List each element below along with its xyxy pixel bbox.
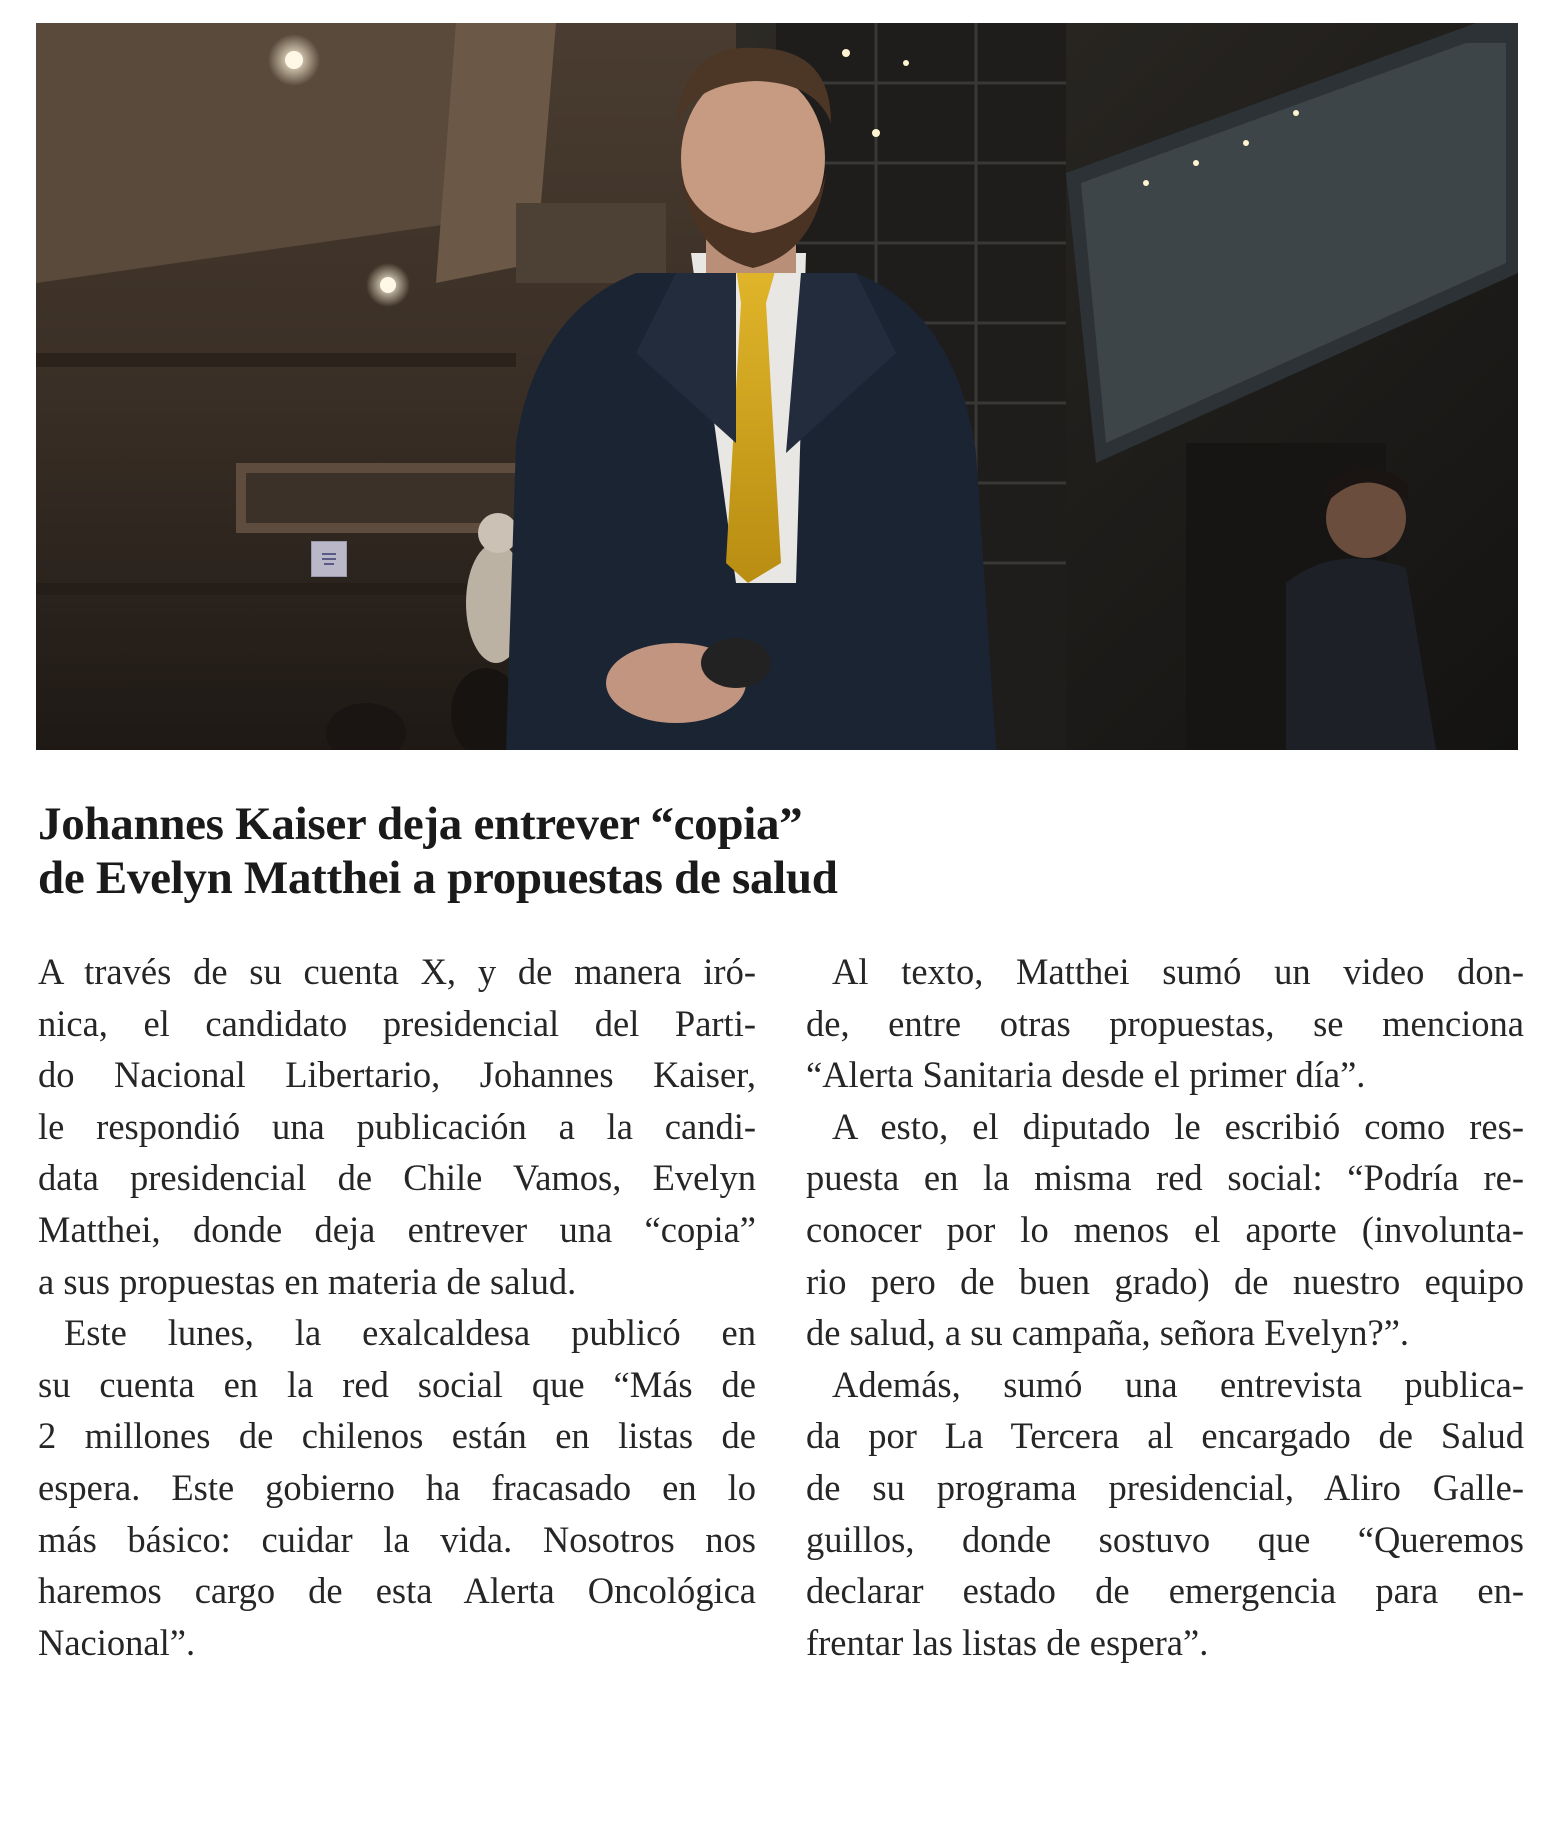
body-line: da por La Tercera al encargado de Salud [806, 1415, 1524, 1457]
document-icon[interactable] [311, 541, 347, 577]
article-headline [38, 797, 1238, 905]
body-line: 2 millones de chilenos están en listas de [38, 1415, 756, 1457]
body-line: do Nacional Libertario, Johannes Kaiser, [38, 1054, 756, 1096]
body-line: A través de su cuenta X, y de manera iró- [38, 951, 756, 992]
body-line: puesta en la misma red social: “Podría re- [806, 1157, 1524, 1199]
body-line: Este lunes, la exalcaldesa publicó en [64, 1312, 756, 1354]
body-line: Además, sumó una entrevista publica- [832, 1363, 1524, 1405]
body-line: le respondió una publicación a la candi- [38, 1105, 756, 1147]
body-line: de su programa presidencial, Aliro Galle- [806, 1466, 1524, 1508]
body-line: “Alerta Sanitaria desde el primer día”. [806, 1054, 1366, 1096]
body-line: más básico: cuidar la vida. Nosotros nos [38, 1518, 756, 1560]
body-line: conocer por lo menos el aporte (involunta- [806, 1208, 1524, 1250]
body-line: de, entre otras propuestas, se menciona [806, 1002, 1524, 1044]
body-line: de salud, a su campaña, señora Evelyn?”. [806, 1312, 1410, 1354]
body-line: Al texto, Matthei sumó un video don- [832, 951, 1524, 992]
body-line: data presidencial de Chile Vamos, Evelyn [38, 1157, 756, 1199]
body-line: su cuenta en la red social que “Más de [38, 1363, 756, 1405]
body-line: a sus propuestas en materia de salud. [38, 1260, 577, 1302]
body-column-right [806, 946, 1524, 1668]
body-line: declarar estado de emergencia para en- [806, 1570, 1524, 1612]
body-line: haremos cargo de esta Alerta Oncológica [38, 1570, 756, 1612]
headline-line-2: de Evelyn Matthei a propuestas de salud [38, 852, 838, 904]
body-line: A esto, el diputado le escribió como res- [832, 1105, 1524, 1147]
headline-line-1: Johannes Kaiser deja entrever “copia” [38, 798, 803, 850]
body-line: Matthei, donde deja entrever una “copia” [38, 1208, 756, 1250]
body-line: Nacional”. [38, 1621, 196, 1663]
body-line: nica, el candidato presidencial del Parti- [38, 1002, 756, 1044]
body-line: guillos, donde sostuvo que “Queremos [806, 1518, 1524, 1560]
body-column-left [38, 946, 756, 1668]
body-line: frentar las listas de espera”. [806, 1621, 1209, 1663]
body-line: rio pero de buen grado) de nuestro equipo [806, 1260, 1524, 1302]
photo-illustration [36, 23, 1518, 750]
body-line: espera. Este gobierno ha fracasado en lo [38, 1466, 756, 1508]
article-photo [36, 23, 1518, 750]
